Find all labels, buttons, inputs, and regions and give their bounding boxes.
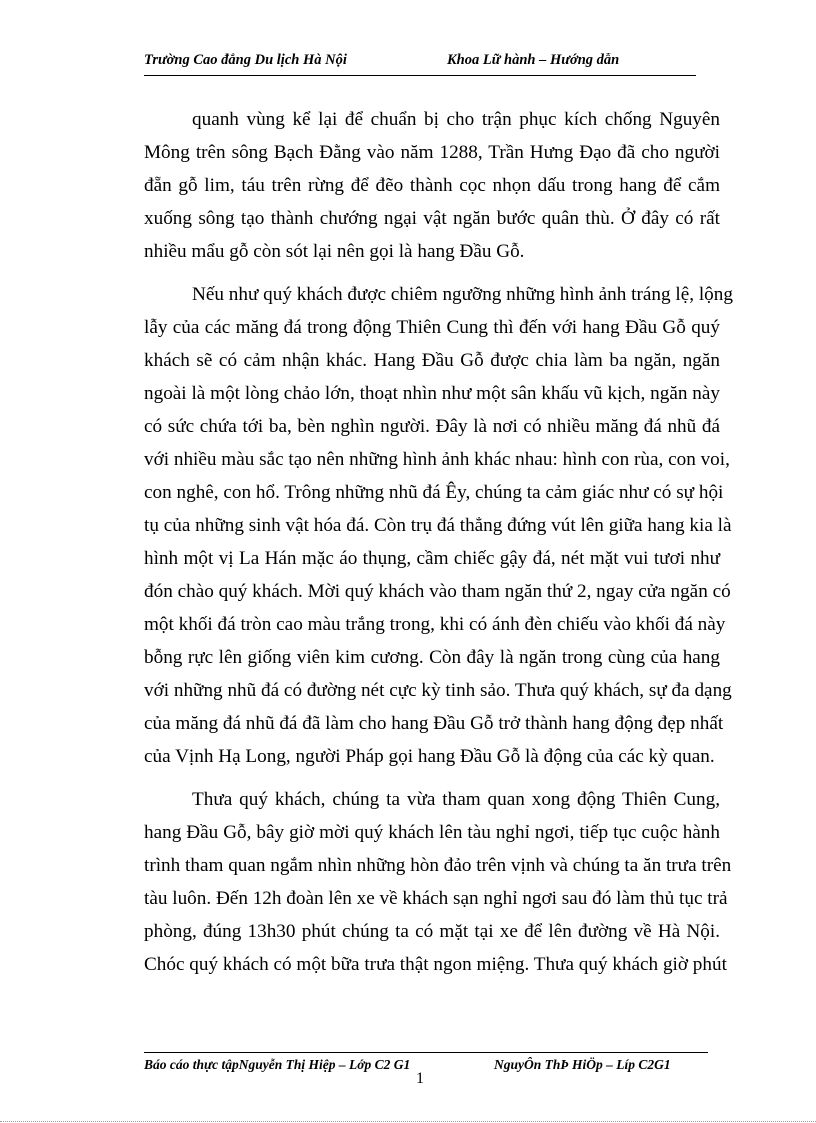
text-line: Thưa quý khách, chúng ta vừa tham quan xong động Thiên Cung, (192, 789, 720, 810)
header-school-name: Trường Cao đẳng Du lịch Hà Nội (144, 52, 347, 68)
text-line: ngoài là một lòng chảo lớn, thoạt nhìn như một sân khấu vũ kịch, ngăn này (144, 383, 720, 404)
text-line: con nghê, con hổ. Trông những nhũ đá Êy, chúng ta cảm giác như có sự hội (144, 482, 724, 503)
text-line: tụ của những sinh vật hóa đá. Còn trụ đá thẳng đứng vút lên giữa hang kia là (144, 515, 732, 536)
paragraph-1 (144, 103, 720, 268)
text-line: xuống sông tạo thành chướng ngại vật ngăn bước quân thù. Ở đây có rất (144, 208, 720, 229)
text-line: Nếu như quý khách được chiêm ngưỡng những hình ảnh tráng lệ, lộng (192, 284, 733, 305)
text-line: của măng đá nhũ đá đã làm cho hang Đầu Gỗ trở thành hang động đẹp nhất (144, 713, 724, 734)
text-line: bỗng rực lên giống viên kim cương. Còn đây là ngăn trong cùng của hang (144, 647, 720, 668)
text-line: hang Đầu Gỗ, bây giờ mời quý khách lên tàu nghỉ ngơi, tiếp tục cuộc hành (144, 822, 720, 843)
footer-divider (144, 1052, 708, 1053)
paragraph-2 (144, 278, 733, 773)
text-line: của Vịnh Hạ Long, người Pháp gọi hang Đầu Gỗ là động của các kỳ quan. (144, 746, 715, 767)
text-line: lẫy của các măng đá trong động Thiên Cung thì đến với hang Đầu Gỗ quý (144, 317, 720, 338)
text-line: tàu luôn. Đến 12h đoàn lên xe về khách sạn nghỉ ngơi sau đó làm thủ tục trả (144, 888, 728, 909)
text-line: nhiều mẩu gỗ còn sót lại nên gọi là hang Đầu Gỗ. (144, 241, 525, 262)
text-line: quanh vùng kể lại để chuẩn bị cho trận phục kích chống Nguyên (192, 109, 720, 130)
text-line: đón chào quý khách. Mời quý khách vào tham ngăn thứ 2, ngay cửa ngăn có (144, 581, 731, 602)
text-line: hình một vị La Hán mặc áo thụng, cầm chiếc gậy đá, nét mặt vui tươi như (144, 548, 720, 569)
text-line: đẵn gỗ lim, táu trên rừng để đẽo thành cọc nhọn dấu trong hang để cắm (144, 175, 720, 196)
footer-author-label: NguyÔn ThÞ HiÖp – Líp C2G1 (494, 1057, 671, 1072)
text-line: một khối đá tròn cao màu trắng trong, khi có ánh đèn chiếu vào khối đá này (144, 614, 726, 635)
text-line: Chóc quý khách có một bữa trưa thật ngon miệng. Thưa quý khách giờ phút (144, 954, 727, 975)
header-department-name: Khoa Lữ hành – Hướng dẫn (447, 52, 620, 68)
text-line: phòng, đúng 13h30 phút chúng ta có mặt tại xe để lên đường về Hà Nội. (144, 921, 720, 942)
text-line: trình tham quan ngắm nhìn những hòn đảo trên vịnh và chúng ta ăn trưa trên (144, 855, 732, 876)
text-line: với nhiều màu sắc tạo nên những hình ảnh khác nhau: hình con rùa, con voi, (144, 449, 730, 470)
paragraph-3 (144, 783, 732, 981)
text-line: khách sẽ có cảm nhận khác. Hang Đầu Gỗ được chia làm ba ngăn, ngăn (144, 350, 720, 371)
text-line: có sức chứa tới ba, bèn nghìn người. Đây là nơi có nhiều măng đá nhũ đá (144, 416, 720, 437)
text-line: với những nhũ đá có đường nét cực kỳ tinh sảo. Thưa quý khách, sự đa dạng (144, 680, 732, 701)
header-divider (144, 75, 696, 76)
body-text (144, 103, 733, 991)
text-line: Mông trên sông Bạch Đằng vào năm 1288, Trần Hưng Đạo đã cho người (144, 142, 720, 163)
page-edge-divider (0, 1121, 816, 1122)
footer-report-label: Báo cáo thực tậpNguyễn Thị Hiệp – Lớp C2 G1 (144, 1057, 411, 1072)
page-number: 1 (416, 1070, 424, 1087)
